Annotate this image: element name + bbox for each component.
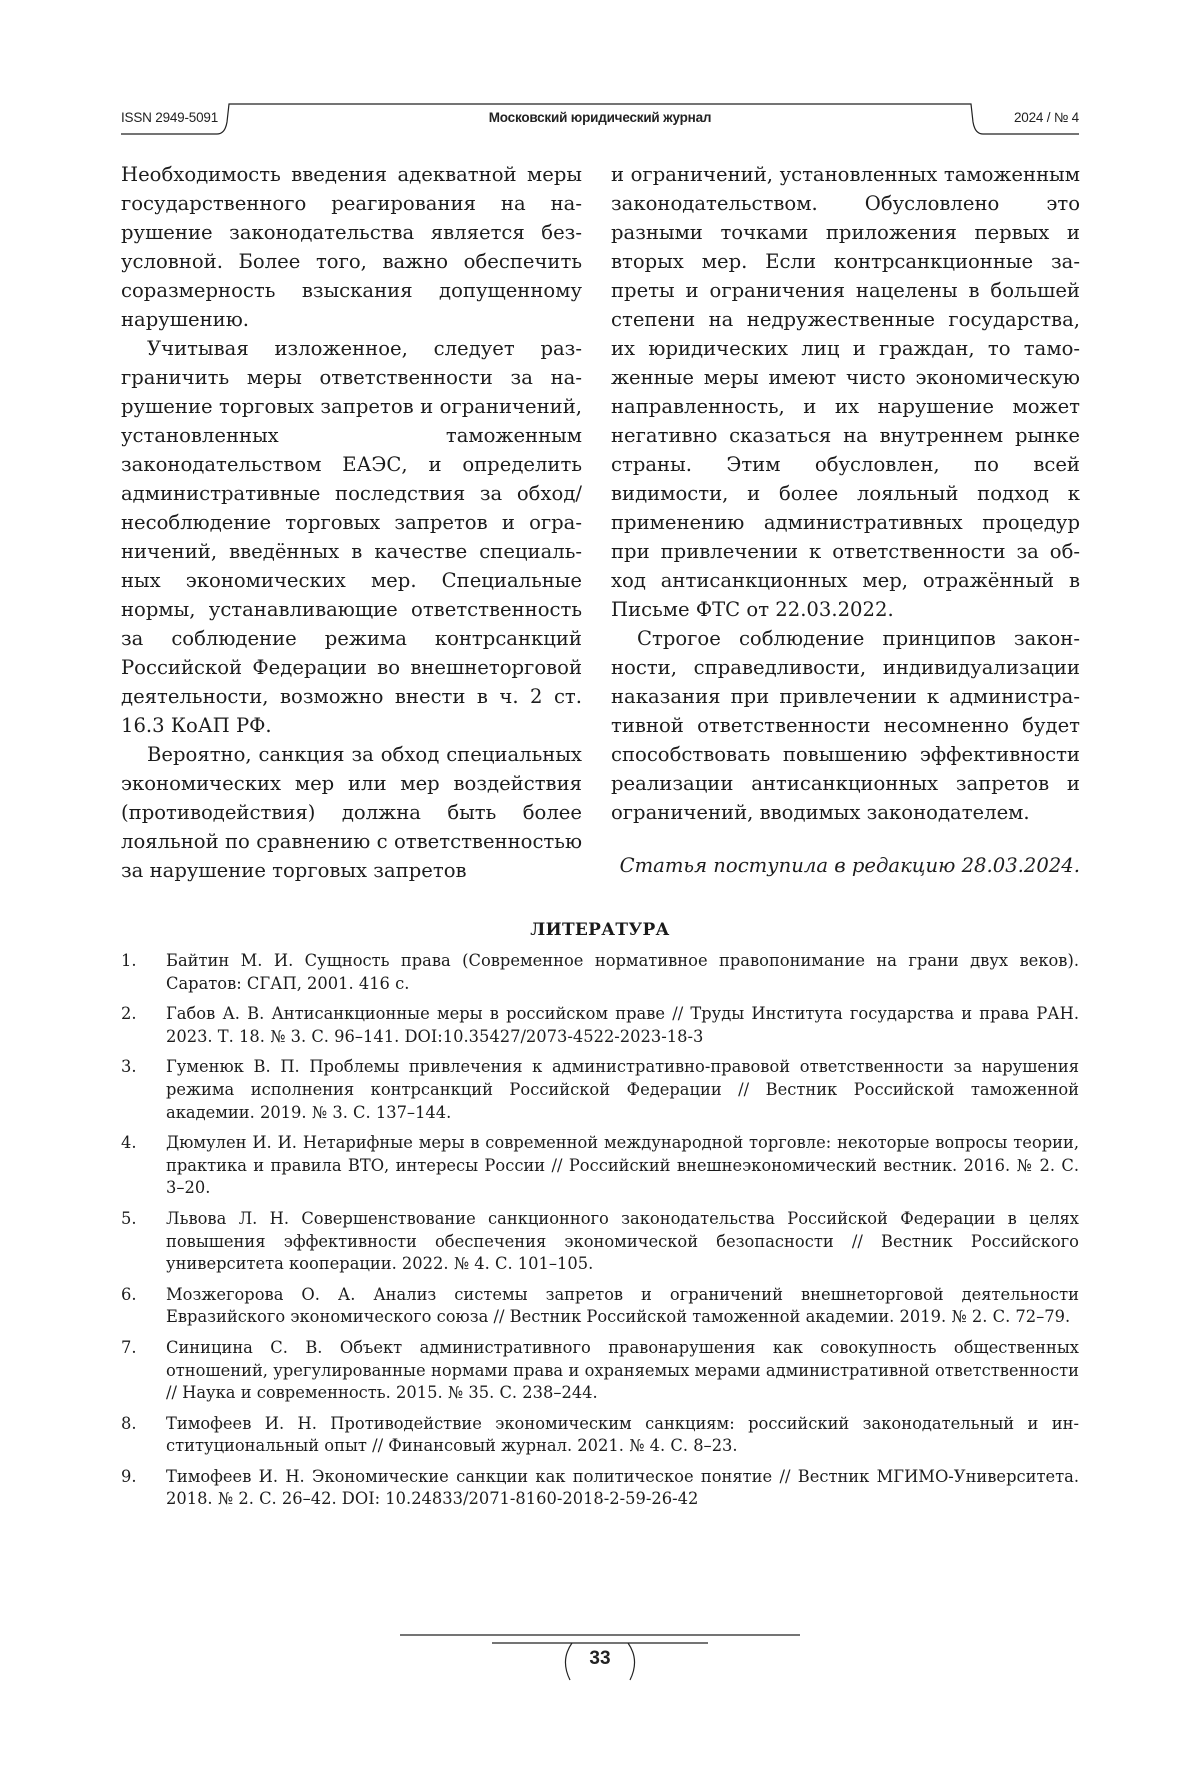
reference-item [121, 1284, 1079, 1329]
paragraph: Необходимость введения адекватной меры государственного реагирования на нарушение законодательства является безусловной. Более того, важно обеспечить соразмерность взыскания допущенному нарушению. [121, 163, 582, 331]
reference-text: Дюмулен И. И. Нетарифные меры в современной международной торговле: некоторые вопросы теории, практика и правила ВТО, интересы России // Российский внешнеэкономический вестник. 2016. № 2. С. 3–20. [166, 1133, 1079, 1198]
received-date-note: Статья поступила в редакцию 28.03.2024. [619, 854, 1080, 877]
reference-item [121, 1208, 1079, 1276]
page-number: 33 [589, 1648, 611, 1669]
reference-number: 4. [121, 1133, 137, 1153]
reference-item [121, 1056, 1079, 1124]
reference-text: Байтин М. И. Сущность права (Современное нормативное правопонимание на грани двух веков). Саратов: СГАП, 2001. 416 с. [166, 951, 1079, 993]
reference-number: 2. [121, 1004, 137, 1024]
reference-item [121, 1003, 1079, 1048]
reference-item [121, 1413, 1079, 1458]
reference-item [121, 1466, 1079, 1511]
paragraph: Строгое соблюдение принципов законности, справедливости, индивидуализации наказания при привлечении к административной ответственности несомненно будет способствовать повышению эффективности реализации антисанкционных запретов и ограничений, вводимых законодателем. [611, 627, 1080, 824]
reference-text: Гуменюк В. П. Проблемы привлечения к административно-правовой ответственности за нарушения режима исполнения контрсанкций Российской Федерации // Вестник Российской таможенной академии. 2019. № 3. С. 137–144. [166, 1057, 1079, 1122]
reference-text: Тимофеев И. Н. Экономические санкции как политическое понятие // Вестник МГИМО-Университета. 2018. № 2. С. 26–42. DOI: 10.24833/2071-8160-2018-2-59-26-42 [166, 1466, 1079, 1509]
reference-number: 8. [121, 1413, 137, 1433]
reference-text: Львова Л. Н. Совершенствование санкционного законодательства Российской Федерации в целях повышения эффективности обеспечения экономической безопасности // Вестник Российского университета кооперации. 2022. № 4. С. 101–105. [166, 1208, 1079, 1274]
reference-text: Тимофеев И. Н. Противодействие экономическим санкциям: российский законодательный и институциональный опыт // Финансовый журнал. 2021. № 4. С. 8–23. [166, 1413, 1079, 1456]
reference-item [121, 1337, 1079, 1405]
reference-text: Габов А. В. Антисанкционные меры в российском праве // Труды Института государства и права РАН. 2023. Т. 18. № 3. С. 96–141. DOI:10.35427/2073-4522-2023-18-3 [166, 1004, 1079, 1046]
running-header [121, 100, 1079, 140]
reference-number: 6. [121, 1284, 137, 1304]
reference-text: Синицина С. В. Объект административного правонарушения как совокупность общественных отношений, урегулированные нормами права и охраняемых мерами административной ответственности // Наука и современность. 2015. № 35. С. 238–244. [166, 1337, 1079, 1403]
right-column [611, 160, 1080, 880]
paragraph: Учитывая изложенное, следует разграничить меры ответственности за нарушение торговых запретов и ограничений, установленных таможенным законодательством ЕАЭС, и определить административные последствия за обход/ несоблюдение торговых запретов и ограничений, введённых в качестве специальных экономических мер. Специальные нормы, устанавливающие ответственность за соблюдение режима контрсанкций Российской Федерации во внешнеторговой деятельности, возможно внести в ч. 2 ст. 16.3 КоАП РФ. [121, 337, 582, 737]
page-footer [400, 1630, 800, 1690]
left-column [121, 160, 582, 885]
reference-number: 9. [121, 1466, 137, 1486]
references-list [121, 950, 1079, 1519]
reference-number: 3. [121, 1057, 137, 1077]
paragraph: Вероятно, санкция за обход специальных экономических мер или мер воздействия (противодействия) должна быть более лояльной по сравнению с ответственностью за нарушение торговых запретов [121, 743, 582, 882]
reference-text: Мозжегорова О. А. Анализ системы запретов и ограничений внешнеторговой деятельности Евразийского экономического союза // Вестник Российской таможенной академии. 2019. № 2. С. 72–79. [166, 1284, 1079, 1327]
journal-title: Московский юридический журнал [488, 110, 712, 125]
references-heading: ЛИТЕРАТУРА [530, 920, 670, 940]
reference-item [121, 1132, 1079, 1200]
paragraph: и ограничений, установленных таможенным законодательством. Обусловлено это разными точками приложения первых и вторых мер. Если контрсанкционные запреты и ограничения нацелены в большей степени на недружественные государства, их юридических лиц и граждан, то таможенные меры имеют чисто экономическую направленность, и их нарушение может негативно сказаться на внутреннем рынке страны. Этим обусловлен, по всей видимости, и более лояльный подход к применению административных процедур при привлечении к ответственности за обход антисанкционных мер, отражённый в Письме ФТС от 22.03.2022. [611, 163, 1080, 621]
reference-number: 5. [121, 1208, 137, 1228]
reference-number: 1. [121, 951, 137, 970]
reference-number: 7. [121, 1337, 137, 1357]
reference-item [121, 950, 1079, 995]
issn: ISSN 2949-5091 [121, 110, 219, 125]
issue-number: 2024 / № 4 [1013, 110, 1079, 125]
